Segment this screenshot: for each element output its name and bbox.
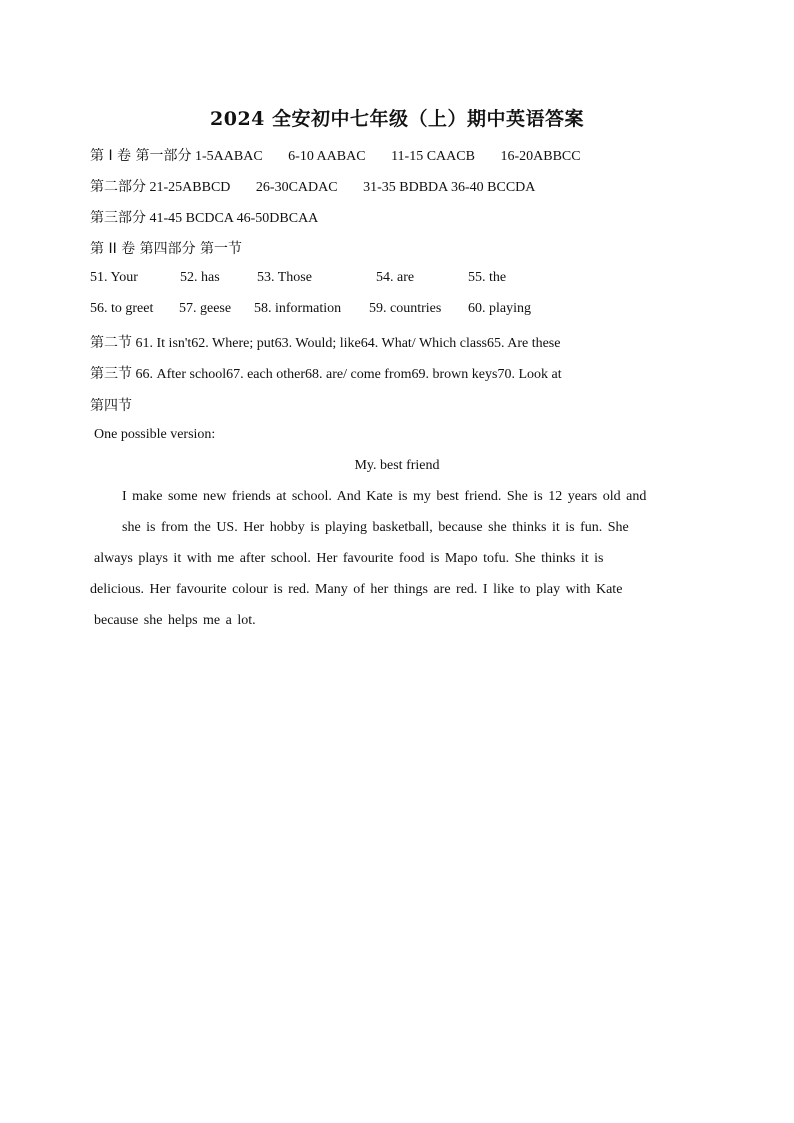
- section3-label: 第三节: [90, 366, 132, 382]
- answer-group: 41-45 BCDCA: [149, 211, 234, 226]
- answer-item: 53. Those: [257, 270, 312, 285]
- answer-item: 55. the: [468, 270, 507, 285]
- answer-group: 31-35 BDBDA: [363, 180, 448, 195]
- answer-item: 56. to greet: [90, 301, 154, 316]
- answer-group: 1-5AABAC: [194, 149, 263, 164]
- answer-item: 58. information: [254, 301, 342, 316]
- answer-group: 6-10 AABAC: [288, 149, 366, 164]
- part3-label: 第三部分: [90, 210, 146, 226]
- answer-item: 51. Your: [90, 270, 138, 285]
- part3-answers-line: [90, 207, 318, 227]
- section2-line: [90, 332, 560, 352]
- section3-line: [90, 363, 562, 383]
- part1-answers-line: [90, 145, 581, 165]
- section2-label: 第二节: [90, 335, 132, 351]
- essay-line: I make some new friends at school. And Kate is my best friend. She is 12 years old and: [122, 489, 647, 504]
- part1-label: 第 I 卷 第一部分: [90, 148, 192, 164]
- answer-group: 26-30CADAC: [255, 180, 338, 195]
- part4-header: 第 II 卷 第四部分 第一节: [90, 241, 243, 257]
- answer-group: 16-20ABBCC: [500, 149, 581, 164]
- page-title: 2024 全安初中七年级（上）期中英语答案: [210, 108, 584, 130]
- part2-answers-line: [90, 176, 535, 196]
- answer-group: 46-50DBCAA: [236, 211, 319, 226]
- answer-group: 21-25ABBCD: [149, 180, 231, 195]
- answer-item: 57. geese: [179, 301, 232, 316]
- essay-title: My. best friend: [354, 458, 440, 473]
- answer-group: 11-15 CAACB: [391, 149, 475, 164]
- essay-line: always plays it with me after school. Her favourite food is Mapo tofu. She thinks it is: [94, 551, 604, 566]
- answer-item: 52. has: [180, 270, 220, 285]
- section3-answers: 66. After school67. each other68. are/ come from69. brown keys70. Look at: [135, 367, 562, 382]
- essay-line: because she helps me a lot.: [94, 613, 256, 628]
- essay-line: delicious. Her favourite colour is red. Many of her things are red. I like to play with Kate: [90, 582, 623, 597]
- answer-group: 36-40 BCCDA: [450, 180, 536, 195]
- answer-item: 60. playing: [468, 301, 531, 316]
- answer-item: 59. countries: [369, 301, 442, 316]
- essay-line: she is from the US. Her hobby is playing basketball, because she thinks it is fun. She: [122, 520, 629, 535]
- answer-item: 54. are: [376, 270, 415, 285]
- part2-label: 第二部分: [90, 179, 146, 195]
- essay-intro: One possible version:: [94, 427, 216, 442]
- section2-answers: 61. It isn't62. Where; put63. Would; like64. What/ Which class65. Are these: [135, 336, 561, 351]
- section4-label: 第四节: [90, 398, 132, 414]
